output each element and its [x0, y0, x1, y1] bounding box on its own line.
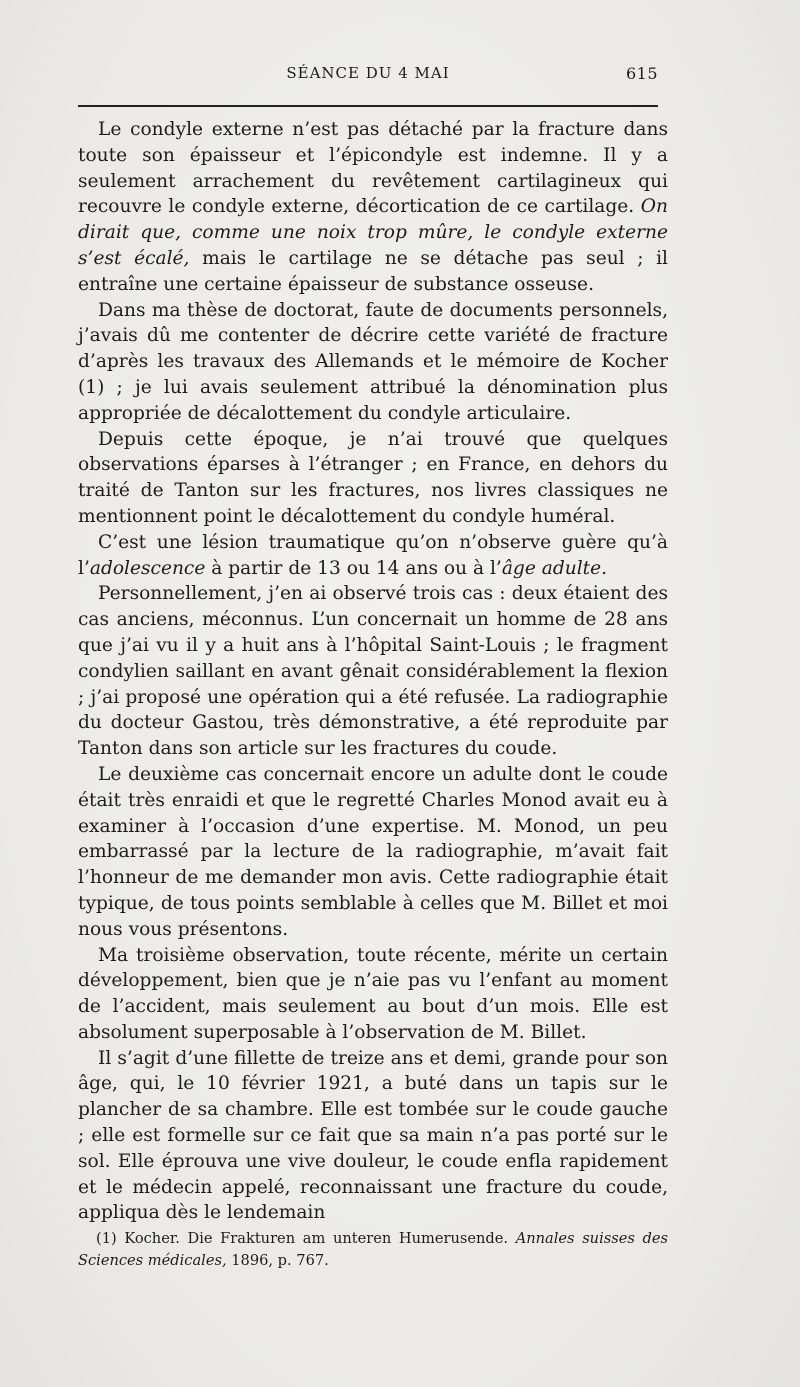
paragraph-1-text-b: mais le cartilage ne se détache pas seul ; il entraîne une certaine épaisseur de substance osseuse. [78, 247, 668, 295]
page-header [78, 64, 658, 88]
paragraph-6: Le deuxième cas concernait encore un adulte dont le coude était très enraidi et que le regretté Charles Monod avait eu à examiner à l’occasion d’une expertise. M. Monod, un peu embarrassé par la lecture de la radiographie, m’avait fait l’honneur de me demander mon avis. Cette radiographie était typique, de tous points semblable à celles que M. Billet et moi nous vous présentons. [78, 763, 668, 940]
paragraph-1 [78, 117, 668, 298]
paragraph-8: Il s’agit d’une fillette de treize ans et demi, grande pour son âge, qui, le 10 février 1921, a buté dans un tapis sur le plancher de sa chambre. Elle est tombée sur le coude gauche ; elle est formelle sur ce fait que sa main n’a pas porté sur le sol. Elle éprouva une vive douleur, le coude enfla rapidement et le médecin appelé, reconnaissant une fracture du coude, appliqua dès le lendemain [78, 1047, 668, 1224]
header-rule [78, 105, 658, 107]
paragraph-4-text-b: à partir de 13 ou 14 ans ou à l’ [205, 557, 502, 579]
paragraph-2: Dans ma thèse de doctorat, faute de documents personnels, j’avais dû me contenter de décrire cette variété de fracture d’après les travaux des Allemands et le mémoire de Kocher (1) ; je lui avais seulement attribué la dénomination plus appropriée de décalottement du condyle articulaire. [78, 299, 668, 424]
paragraph-4-italic-b: âge adulte. [501, 557, 608, 579]
page-number: 615 [625, 64, 658, 83]
body-text [78, 117, 668, 1226]
paragraph-5: Personnellement, j’en ai observé trois cas : deux étaient des cas anciens, méconnus. L’un concernait un homme de 28 ans que j’ai vu il y a huit ans à l’hôpital Saint-Louis ; le fragment condylien saillant en avant gênait considérablement la flexion ; j’ai proposé une opération qui a été refusée. La radiographie du docteur Gastou, très démonstrative, a été reproduite par Tanton dans son article sur les fractures du coude. [78, 583, 668, 760]
footnote-text-a: (1) Kocher. Die Frakturen am unteren Humerusende. [96, 1230, 516, 1247]
running-title: SÉANCE DU 4 MAI [286, 64, 450, 82]
footnote-journal: Annales suisses des Sciences médicales, [78, 1230, 668, 1269]
paragraph-4 [78, 530, 668, 582]
paragraph-1-text-a: Le condyle externe n’est pas détaché par la fracture dans toute son épaisseur et l’épicondyle est indemne. Il y a seulement arrachement du revêtement cartilagineux qui recouvre le condyle externe, décortication de ce cartilage. [78, 119, 668, 218]
paragraph-7: Ma troisième observation, toute récente, mérite un certain développement, bien que je n’aie pas vu l’enfant au moment de l’accident, mais seulement au bout d’un mois. Elle est absolument superposable à l’observation de M. Billet. [78, 944, 668, 1043]
paragraph-4-italic-a: adolescence [89, 557, 206, 579]
paragraph-4-text-a: C’est une lésion traumatique qu’on n’observe guère qu’à l’ [78, 531, 668, 579]
paragraph-3: Depuis cette époque, je n’ai trouvé que quelques observations éparses à l’étranger ; en France, en dehors du traité de Tanton sur les fractures, nos livres classiques ne mentionnent point le décalottement du condyle huméral. [78, 428, 668, 527]
footnote [78, 1228, 668, 1272]
footnote-text-b: 1896, p. 767. [226, 1252, 329, 1269]
paragraph-1-italic: On dirait que, comme une noix trop mûre, le condyle externe s’est écalé, [78, 196, 668, 269]
